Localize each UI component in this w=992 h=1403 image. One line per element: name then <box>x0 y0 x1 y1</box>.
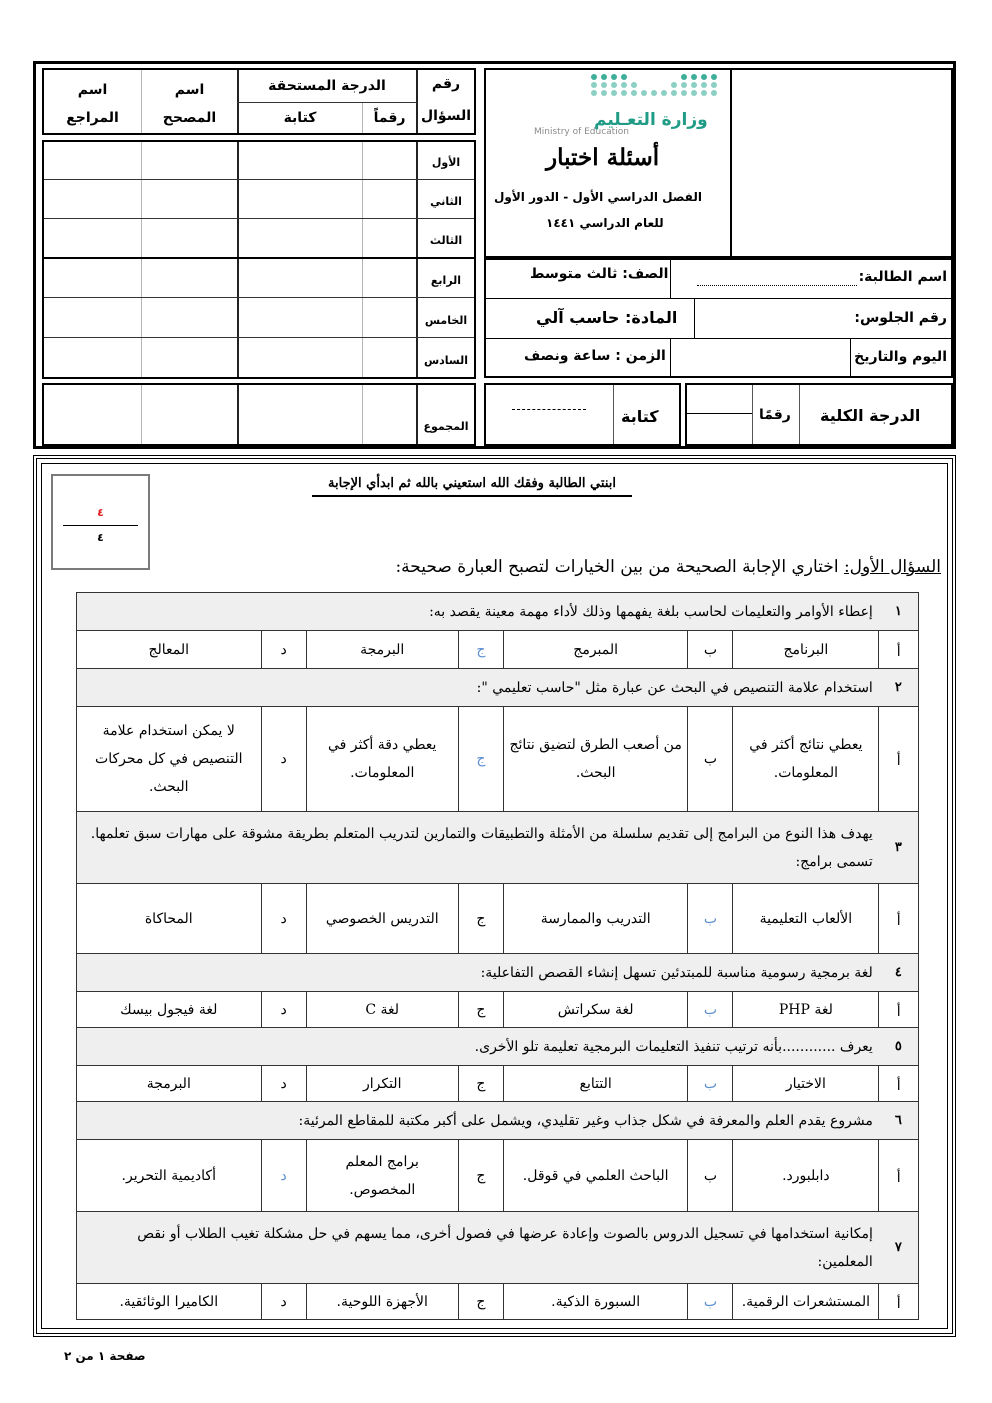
option-letter-a[interactable]: أ <box>879 1284 919 1320</box>
option-letter-b[interactable]: ب <box>688 1140 733 1212</box>
question-row <box>77 812 919 884</box>
option-letter-a[interactable]: أ <box>879 1140 919 1212</box>
term-line: الفصل الدراسي الأول - الدور الأول <box>494 190 702 204</box>
option-letter-c[interactable]: ج <box>458 631 503 669</box>
option-letter-b[interactable]: ب <box>688 1066 733 1102</box>
grade-table-body <box>42 140 476 379</box>
option-letter-d[interactable]: د <box>261 707 306 812</box>
option-text-a[interactable]: لغة PHP <box>733 992 879 1028</box>
option-text-a[interactable]: البرنامج <box>733 631 879 669</box>
option-text-d[interactable]: البرمجة <box>77 1066 262 1102</box>
option-text-a[interactable]: يعطي نتائج أكثر في المعلومات. <box>733 707 879 812</box>
col-question-no-2: السؤال <box>420 108 472 124</box>
option-letter-c[interactable]: ج <box>458 1284 503 1320</box>
col-deserved-grade: الدرجة المستحقة <box>268 78 386 94</box>
option-letter-d[interactable]: د <box>261 631 306 669</box>
row-label-1: الأول <box>431 156 461 169</box>
option-letter-a[interactable]: أ <box>879 884 919 954</box>
option-text-d[interactable]: الكاميرا الوثائقية. <box>77 1284 262 1320</box>
question-stem: مشروع يقدم العلم والمعرفة في شكل جذاب وغير تقليدي، ويشمل على أكبر مكتبة للمقاطع المرئية: <box>77 1102 879 1140</box>
q1-instruction: اختاري الإجابة الصحيحة من بين الخيارات لتصبح العبارة صحيحة: <box>395 557 844 577</box>
option-letter-d[interactable]: د <box>261 884 306 954</box>
question-stem: لغة برمجية رسومية مناسبة للمبتدئين تسهل إنشاء القصص التفاعلية: <box>77 954 879 992</box>
option-letter-a[interactable]: أ <box>879 1066 919 1102</box>
options-row <box>77 707 919 812</box>
option-letter-d[interactable]: د <box>261 1140 306 1212</box>
options-row <box>77 1066 919 1102</box>
option-letter-d[interactable]: د <box>261 1284 306 1320</box>
question-stem: يعرف ............بأنه ترتيب تنفيذ التعليمات البرمجية تعليمة تلو الأخرى. <box>77 1028 879 1066</box>
option-text-c[interactable]: التكرار <box>306 1066 458 1102</box>
question-row <box>77 1102 919 1140</box>
seat-number-label: رقم الجلوس: <box>854 310 947 326</box>
options-row <box>77 992 919 1028</box>
col-numeric: رقماً <box>373 110 406 126</box>
grade-table-total <box>42 383 476 446</box>
option-text-c[interactable]: التدريس الخصوصي <box>306 884 458 954</box>
question-number: ٢ <box>879 669 919 707</box>
total-grade-label: الدرجة الكلية <box>820 406 921 425</box>
time-label: الزمن : ساعة ونصف <box>524 348 666 364</box>
option-text-c[interactable]: الأجهزة اللوحية. <box>306 1284 458 1320</box>
row-label-3: الثالث <box>429 234 463 247</box>
question-stem: استخدام علامة التنصيص في البحث عن عبارة مثل "حاسب تعليمي ": <box>77 669 879 707</box>
option-letter-c[interactable]: ج <box>458 707 503 812</box>
question-number: ٦ <box>879 1102 919 1140</box>
class-label: الصف: ثالث متوسط <box>530 266 669 282</box>
question-number: ٣ <box>879 812 919 884</box>
day-date-label: اليوم والتاريخ <box>854 349 947 365</box>
question-stem: يهدف هذا النوع من البرامج إلى تقديم سلسلة من الأمثلة والتطبيقات والتمارين لتدريب المتعلم بطريقة مشوقة على مهارات سبق تعلمها. تسمى برامج: <box>77 812 879 884</box>
options-row <box>77 631 919 669</box>
option-text-c[interactable]: لغة C <box>306 992 458 1028</box>
option-text-b[interactable]: لغة سكراتش <box>503 992 687 1028</box>
option-letter-b[interactable]: ب <box>688 631 733 669</box>
question-number: ٥ <box>879 1028 919 1066</box>
q1-heading <box>395 557 941 577</box>
score-total: ٤ <box>97 531 104 544</box>
mcq-table <box>76 592 919 1320</box>
exam-title: أسئلة اختبار <box>546 144 660 171</box>
ministry-logo-dots-icon <box>589 74 717 96</box>
options-row <box>77 1140 919 1212</box>
year-line: للعام الدراسي ١٤٤١ <box>546 216 664 230</box>
row-label-5: الخامس <box>424 314 468 327</box>
score-box <box>51 474 150 570</box>
q1-label: السؤال الأول: <box>843 557 941 577</box>
option-text-b[interactable]: السبورة الذكية. <box>503 1284 687 1320</box>
student-name-label: اسم الطالبة: <box>858 269 947 285</box>
question-number: ٧ <box>879 1212 919 1284</box>
page-number: صفحة ١ من ٢ <box>64 1349 146 1363</box>
option-text-d[interactable]: المعالج <box>77 631 262 669</box>
option-text-a[interactable]: الاختيار <box>733 1066 879 1102</box>
options-row <box>77 884 919 954</box>
row-label-total: المجموع <box>423 420 469 433</box>
option-text-d[interactable]: المحاكاة <box>77 884 262 954</box>
question-row <box>77 669 919 707</box>
option-text-a[interactable]: الألعاب التعليمية <box>733 884 879 954</box>
subject-label: المادة: حاسب آلي <box>536 308 678 327</box>
option-letter-d[interactable]: د <box>261 1066 306 1102</box>
question-row <box>77 954 919 992</box>
ministry-name-ar: وزارة التعـليم <box>594 110 708 130</box>
row-label-4: الرابع <box>430 274 462 287</box>
option-text-d[interactable]: لغة فيجول بيسك <box>77 992 262 1028</box>
option-letter-d[interactable]: د <box>261 992 306 1028</box>
option-letter-a[interactable]: أ <box>879 992 919 1028</box>
question-stem: إمكانية استخدامها في تسجيل الدروس بالصوت وإعادة عرضها في فصول أخرى، مما يسهم في حل مشكلة تغيب الطلاب أو نقص المعلمين: <box>77 1212 879 1284</box>
option-letter-c[interactable]: ج <box>458 992 503 1028</box>
col-reviewer-2: المراجع <box>66 110 119 126</box>
option-letter-c[interactable]: ج <box>458 1066 503 1102</box>
option-letter-b[interactable]: ب <box>688 992 733 1028</box>
student-name-field[interactable] <box>697 285 857 286</box>
col-reviewer-1: اسم <box>77 82 108 98</box>
question-number: ٤ <box>879 954 919 992</box>
option-text-b[interactable]: من أصعب الطرق لتضيق نتائج البحث. <box>503 707 687 812</box>
row-label-2: الثاني <box>430 195 462 208</box>
option-text-c[interactable]: البرمجة <box>306 631 458 669</box>
option-letter-c[interactable]: ج <box>458 1140 503 1212</box>
option-text-c[interactable]: برامج المعلم المخصوص. <box>306 1140 458 1212</box>
question-number: ١ <box>879 593 919 631</box>
option-text-b[interactable]: الباحث العلمي في قوقل. <box>503 1140 687 1212</box>
option-letter-b[interactable]: ب <box>688 1284 733 1320</box>
option-letter-b[interactable]: ب <box>688 884 733 954</box>
question-row <box>77 1212 919 1284</box>
option-text-a[interactable]: دابلبورد. <box>733 1140 879 1212</box>
row-label-6: السادس <box>423 354 469 367</box>
col-written: كتابة <box>283 110 317 126</box>
option-text-c[interactable]: يعطي دقة أكثر في المعلومات. <box>306 707 458 812</box>
question-row <box>77 593 919 631</box>
col-question-no-1: رقم <box>431 76 461 92</box>
exam-header <box>33 61 956 449</box>
option-text-b[interactable]: التتابع <box>503 1066 687 1102</box>
option-letter-b[interactable]: ب <box>688 707 733 812</box>
col-corrector-1: اسم <box>174 82 205 98</box>
ministry-name-en: Ministry of Education <box>534 127 629 137</box>
options-row <box>77 1284 919 1320</box>
option-text-b[interactable]: المبرمج <box>503 631 687 669</box>
option-letter-a[interactable]: أ <box>879 707 919 812</box>
col-corrector-2: المصحح <box>162 110 217 126</box>
grade-table <box>42 68 476 442</box>
option-text-b[interactable]: التدريب والممارسة <box>503 884 687 954</box>
greeting-text: ابنتي الطالبة وفقك الله استعيني بالله ثم ابدأي الإجابة <box>312 476 632 497</box>
option-letter-a[interactable]: أ <box>879 631 919 669</box>
questions-frame <box>33 455 956 1337</box>
numeric-label: رقمًا <box>759 407 791 423</box>
question-row <box>77 1028 919 1066</box>
option-text-a[interactable]: المستشعرات الرقمية. <box>733 1284 879 1320</box>
option-letter-c[interactable]: ج <box>458 884 503 954</box>
written-label: كتابة <box>621 407 659 426</box>
score-obtained: ٤ <box>97 506 104 519</box>
question-stem: إعطاء الأوامر والتعليمات لحاسب بلغة يفهمها وذلك لأداء مهمة معينة يقصد به: <box>77 593 879 631</box>
total-written-field[interactable] <box>512 409 586 410</box>
option-text-d[interactable]: لا يمكن استخدام علامة التنصيص في كل محركات البحث. <box>77 707 262 812</box>
option-text-d[interactable]: أكاديمية التحرير. <box>77 1140 262 1212</box>
